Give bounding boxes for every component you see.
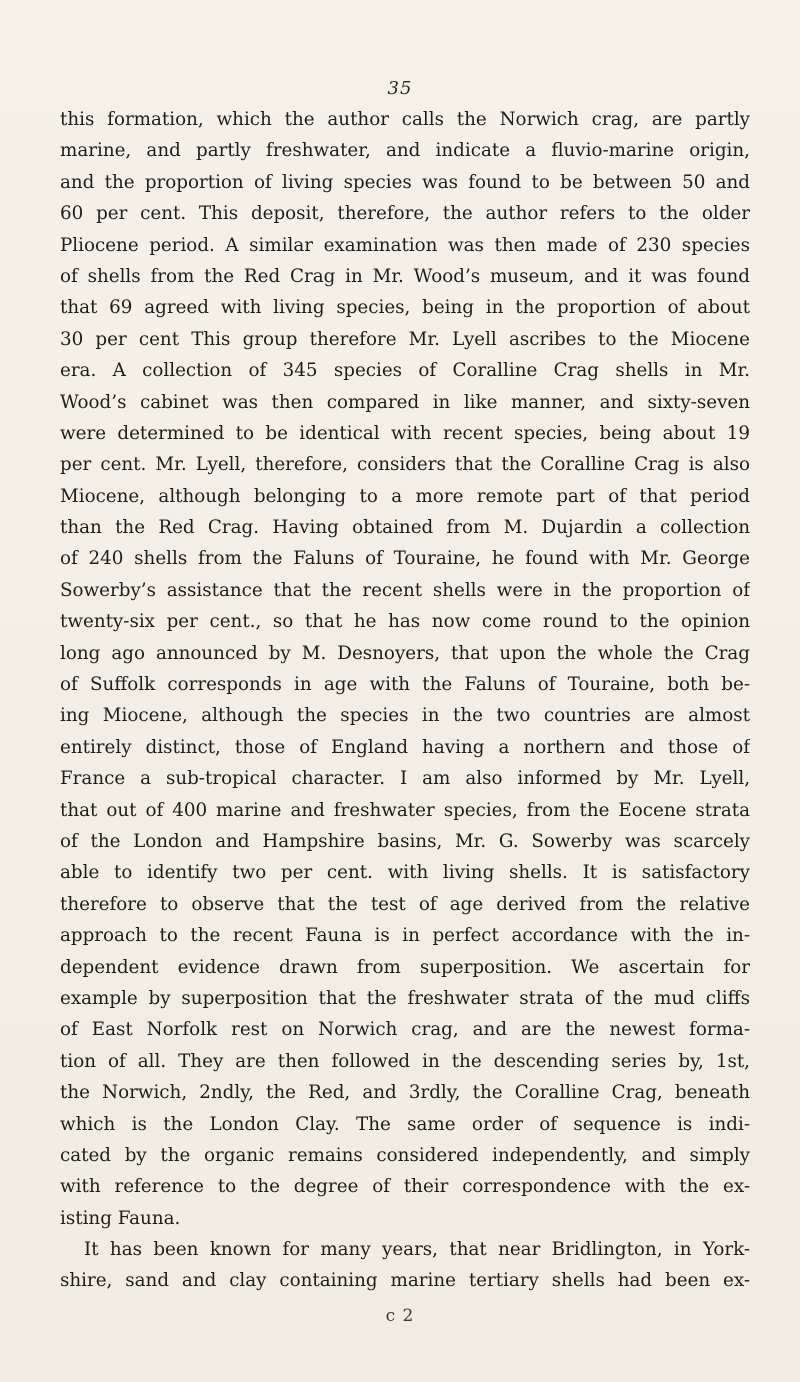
text-line: shire, sand and clay containing marine tertiary shells had been ex- xyxy=(60,1270,750,1292)
text-line: of the London and Hampshire basins, Mr. G. Sowerby was scarcely xyxy=(60,830,750,852)
text-line: that 69 agreed with living species, being in the proportion of about xyxy=(60,297,750,319)
text-line: of 240 shells from the Faluns of Touraine, he found with Mr. George xyxy=(60,548,750,570)
text-line: this formation, which the author calls the Norwich crag, are partly xyxy=(60,109,750,130)
text-line: France a sub-tropical character. I am also informed by Mr. Lyell, xyxy=(60,768,750,790)
text-line: Pliocene period. A similar examination was then made of 230 species xyxy=(60,234,750,256)
text-line: cated by the organic remains considered independently, and simply xyxy=(60,1144,750,1166)
text-line: of East Norfolk rest on Norwich crag, and are the newest forma- xyxy=(60,1019,750,1041)
text-line: with reference to the degree of their correspondence with the ex- xyxy=(60,1176,750,1198)
text-line: and the proportion of living species was found to be between 50 and xyxy=(60,171,750,193)
text-line: marine, and partly freshwater, and indicate a fluvio-marine origin, xyxy=(60,140,750,162)
text-line: 60 per cent. This deposit, therefore, the author refers to the older xyxy=(60,203,750,225)
text-line: Miocene, although belonging to a more remote part of that period xyxy=(60,485,750,507)
text-line: the Norwich, 2ndly, the Red, and 3rdly, the Coralline Crag, beneath xyxy=(60,1082,750,1104)
text-line: era. A collection of 345 species of Coralline Crag shells in Mr. xyxy=(60,360,750,382)
text-line: were determined to be identical with recent species, being about 19 xyxy=(60,422,750,444)
paragraph-end-line: isting Fauna. xyxy=(60,1207,181,1229)
text-line: per cent. Mr. Lyell, therefore, considers that the Coralline Crag is also xyxy=(60,454,750,476)
text-line: entirely distinct, those of England having a northern and those of xyxy=(60,736,750,758)
text-line: therefore to observe that the test of age derived from the relative xyxy=(60,893,750,915)
signature-mark: c 2 xyxy=(385,1306,415,1326)
text-line: than the Red Crag. Having obtained from M. Dujardin a collection xyxy=(60,517,750,539)
paragraph-start-line: It has been known for many years, that near Bridlington, in York- xyxy=(84,1239,750,1261)
text-line: dependent evidence drawn from superposition. We ascertain for xyxy=(60,956,750,978)
text-line: twenty-six per cent., so that he has now come round to the opinion xyxy=(60,611,750,633)
text-line: example by superposition that the freshwater strata of the mud cliffs xyxy=(60,987,750,1009)
text-line: ing Miocene, although the species in the two countries are almost xyxy=(60,705,750,727)
text-line: of Suffolk corresponds in age with the Faluns of Touraine, both be- xyxy=(60,674,750,696)
text-line: Sowerby’s assistance that the recent shells were in the proportion of xyxy=(60,579,750,601)
text-line: which is the London Clay. The same order of sequence is indi- xyxy=(60,1113,750,1135)
text-line: long ago announced by M. Desnoyers, that upon the whole the Crag xyxy=(60,642,750,664)
text-line: able to identify two per cent. with living shells. It is satisfactory xyxy=(60,862,750,884)
body-text xyxy=(60,104,750,1297)
text-line: tion of all. They are then followed in the descending series by, 1st, xyxy=(60,1050,750,1072)
text-line: of shells from the Red Crag in Mr. Wood’s museum, and it was found xyxy=(60,265,750,287)
text-line: Wood’s cabinet was then compared in like manner, and sixty-seven xyxy=(60,391,750,413)
text-line: 30 per cent This group therefore Mr. Lyell ascribes to the Miocene xyxy=(60,328,750,350)
text-line: that out of 400 marine and freshwater species, from the Eocene strata xyxy=(60,799,750,821)
text-line: approach to the recent Fauna is in perfect accordance with the in- xyxy=(60,925,750,947)
page-number: 35 xyxy=(387,78,413,99)
